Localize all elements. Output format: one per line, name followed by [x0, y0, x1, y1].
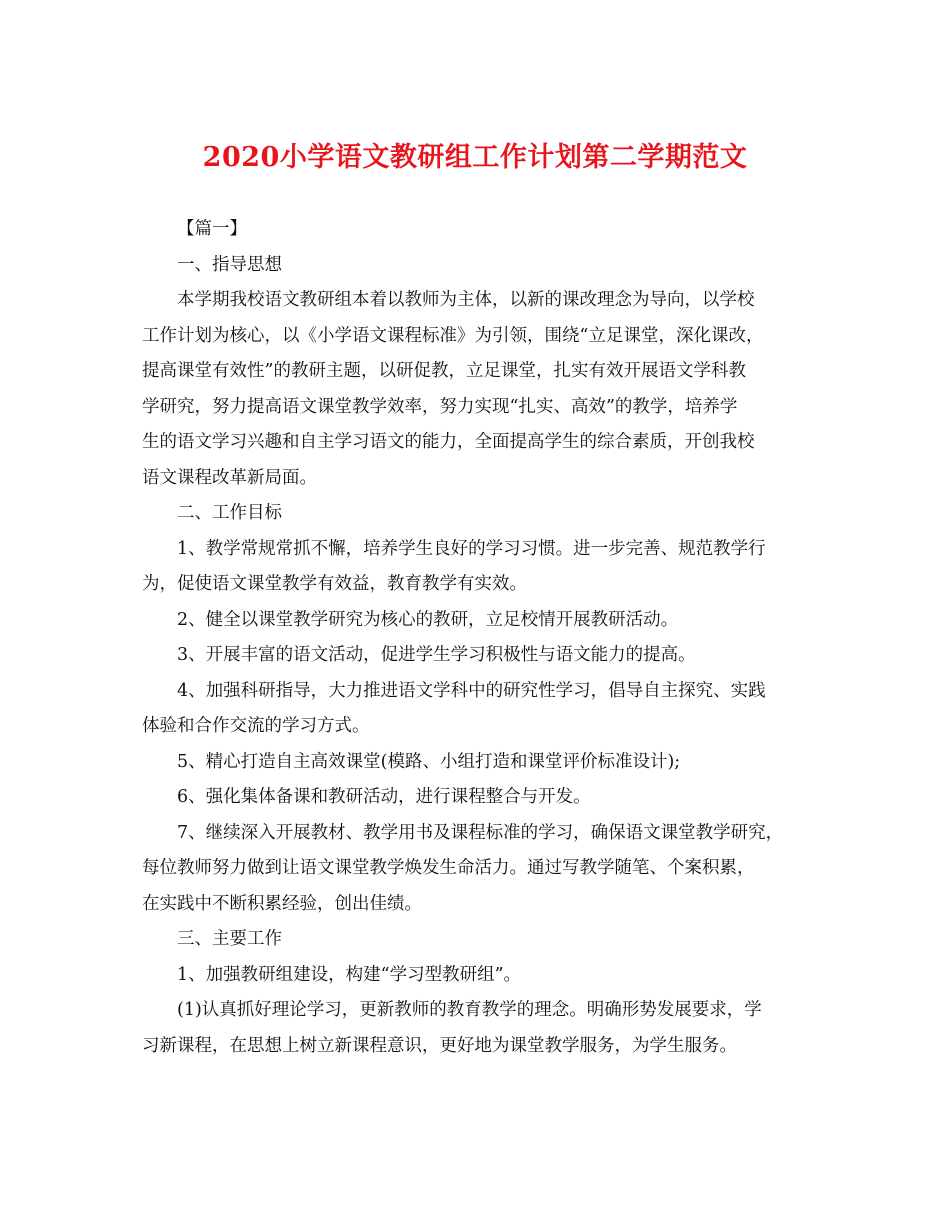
- document-title: 2020小学语文教研组工作计划第二学期范文: [202, 142, 748, 173]
- paragraph-line: 三、主要工作: [177, 929, 282, 949]
- paragraph-line: 2、健全以课堂教学研究为核心的教研，立足校情开展教研活动。: [177, 609, 679, 630]
- paragraph-p1: [142, 212, 814, 248]
- paragraph-line: (1)认真抓好理论学习，更新教师的教育教学的理念。明确形势发展要求，学: [177, 1000, 762, 1020]
- paragraph-p9: [142, 745, 814, 781]
- paragraph-line: 工作计划为核心，以《小学语文课程标准》为引领，围绕“立足课堂，深化课改，: [142, 325, 764, 346]
- paragraph-line: 7、继续深入开展教材、教学用书及课程标准的学习，确保语文课堂教学研究，: [177, 822, 784, 843]
- paragraph-line: 【篇一】: [177, 219, 247, 239]
- paragraph-p3: [142, 283, 814, 496]
- paragraph-p6: [142, 603, 814, 639]
- paragraph-line: 体验和合作交流的学习方式。: [142, 716, 370, 736]
- paragraph-line: 习新课程，在思想上树立新课程意识，更好地为课堂教学服务，为学生服务。: [142, 1035, 737, 1056]
- paragraph-line: 本学期我校语文教研组本着以教师为主体，以新的课改理念为导向，以学校: [177, 290, 755, 310]
- document-body: [142, 212, 814, 1064]
- paragraph-p2: [142, 248, 814, 284]
- paragraph-line: 生的语文学习兴趣和自主学习语文的能力，全面提高学生的综合素质，开创我校: [142, 432, 755, 452]
- paragraph-line: 学研究，努力提高语文课堂教学效率，努力实现“扎实、高效”的教学，培养学: [142, 396, 738, 417]
- paragraph-line: 一、指导思想: [177, 254, 282, 275]
- paragraph-line: 每位教师努力做到让语文课堂教学焕发生命活力。通过写教学随笔、个案积累，: [142, 858, 755, 878]
- paragraph-p14: [142, 993, 814, 1064]
- paragraph-line: 3、开展丰富的语文活动，促进学生学习积极性与语文能力的提高。: [177, 645, 696, 665]
- paragraph-line: 4、加强科研指导，大力推进语文学科中的研究性学习，倡导自主探究、实践: [177, 680, 766, 701]
- paragraph-line: 在实践中不断积累经验，创出佳绩。: [142, 893, 422, 914]
- paragraph-line: 语文课程改革新局面。: [142, 467, 317, 488]
- paragraph-p5: [142, 532, 814, 603]
- paragraph-line: 5、精心打造自主高效课堂(模路、小组打造和课堂评价标准设计);: [177, 751, 681, 772]
- paragraph-line: 提高课堂有效性”的教研主题，以研促教，立足课堂，扎实有效开展语文学科教: [142, 361, 746, 381]
- paragraph-p8: [142, 674, 814, 745]
- paragraph-p10: [142, 780, 814, 816]
- paragraph-p11: [142, 816, 814, 923]
- paragraph-line: 1、教学常规常抓不懈，培养学生良好的学习习惯。进一步完善、规范教学行: [177, 538, 766, 559]
- paragraph-line: 1、加强教研组建设，构建“学习型教研组”。: [177, 964, 522, 985]
- paragraph-p13: [142, 958, 814, 994]
- paragraph-p4: [142, 496, 814, 532]
- paragraph-p12: [142, 922, 814, 958]
- paragraph-p7: [142, 638, 814, 674]
- paragraph-line: 6、强化集体备课和教研活动，进行课程整合与开发。: [177, 787, 591, 807]
- paragraph-line: 二、工作目标: [177, 503, 282, 523]
- paragraph-line: 为，促使语文课堂教学有效益，教育教学有实效。: [142, 574, 527, 594]
